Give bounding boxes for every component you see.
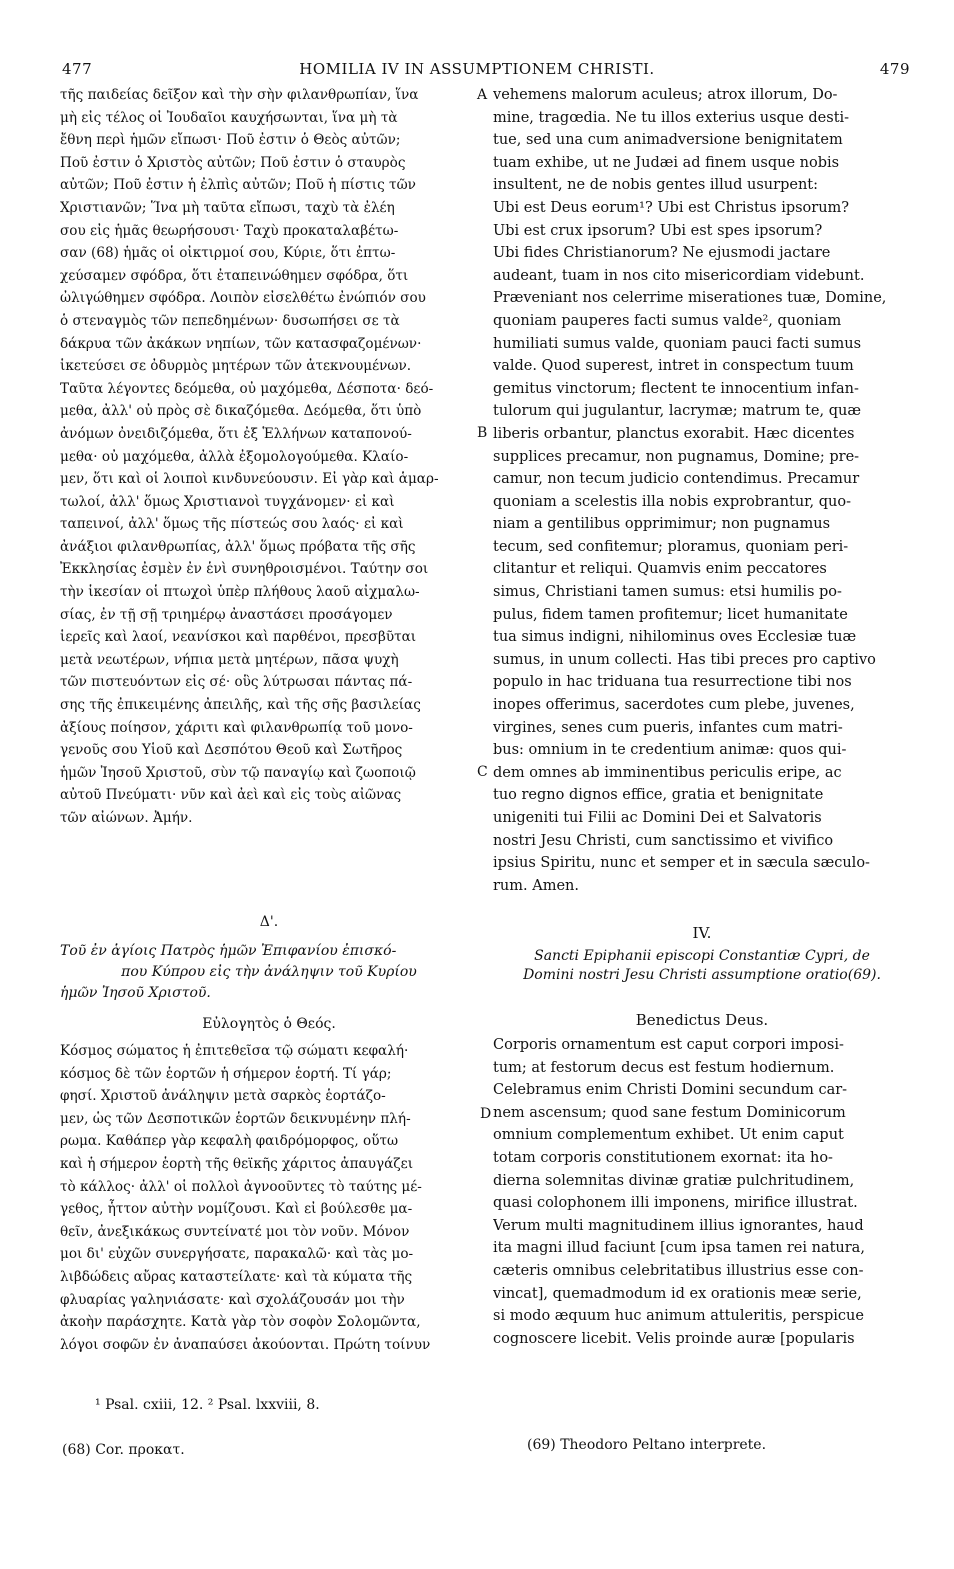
footnote-69: (69) Theodoro Peltano interprete. [527,1437,767,1453]
greek-text-line: ἔθνη περὶ ἡμῶν εἴπωσι· Ποῦ ἐστιν ὁ Θεὸς αὐτῶν; [60,132,401,149]
greek-text-line: ὠλιγώθημεν σφόδρα. Λοιπὸν εἰσελθέτω ἐνώπιόν σου [60,290,426,307]
latin-text-line: mine, tragœdia. Ne tu illos exterius usque desti- [493,109,850,126]
margin-letter-b: B [477,425,488,441]
latin-text-line: tue, sed una cum animadversione benignitatem [493,132,843,149]
greek-text-line: Ποῦ ἐστιν ὁ Χριστὸς αὐτῶν; Ποῦ ἐστιν ὁ σταυρὸς [60,154,406,171]
latin-text-line: Corporis ornamentum est caput corpori imposi- [493,1037,844,1053]
latin-text-line: tuam exhibe, ut ne Judæi ad finem usque nobis [493,154,840,171]
greek-text-line: Ταῦτα λέγοντες δεόμεθα, οὐ μαχόμεθα, Δέσποτα· δεό- [60,380,434,397]
greek-text-line: μεθα, ἀλλ' οὐ πρὸς σὲ δικαζόμεθα. Δεόμεθα, ὅτι ὑπὸ [60,403,422,420]
greek-text-line: κόσμος δὲ τῶν ἑορτῶν ἡ σήμερον ἑορτή. Τί γάρ; [60,1065,392,1082]
greek-column-bottom [60,1040,478,1356]
greek-text-line: ἀκοὴν παράσχητε. Κατὰ γὰρ τὸν σοφὸν Σολομῶντα, [60,1314,421,1331]
latin-text-line: totam corporis constitutionem exornat: ita ho- [493,1149,833,1166]
latin-text-line: audeant, tuam in nos cito misericordiam videbunt. [493,267,865,284]
page-header [0,60,954,82]
page-number-right: 479 [879,60,910,78]
latin-text-line: tum; at festorum decus est festum hodiernum. [493,1059,835,1076]
latin-text-line: nem ascensum; quod sane festum Dominicorum [493,1104,846,1121]
latin-text-line: dierna solemnitas divinæ gratiæ pulchritudinem, [493,1172,855,1189]
greek-section-numeral: Δ'. [259,914,279,930]
greek-text-line: τῶν αἰώνων. Ἀμήν. [60,810,193,826]
greek-section-title-1: Τοῦ ἐν ἁγίοις Πατρὸς ἡμῶν Ἐπιφανίου ἐπισκό- [60,943,397,959]
latin-text-line: Præveniant nos celerrime miserationes tuæ, Domine, [493,290,887,307]
latin-text-line: quoniam a scelestis illa nobis exprobrantur, quo- [493,493,851,510]
latin-text-line: rum. Amen. [493,877,579,894]
greek-text-line: Κόσμος σώματος ἡ ἐπιτεθεῖσα τῷ σώματι κεφαλή· [60,1043,409,1059]
latin-text-line: cognoscere licebit. Velis proinde auræ [popularis [493,1330,855,1347]
latin-text-line: Ubi fides Christianorum? Ne ejusmodi jactare [493,245,831,262]
greek-text-line: σης τῆς ἐπικειμένης ἀπειλῆς, καὶ τῆς σῆς βασιλείας [60,697,421,714]
latin-text-line: Celebramus enim Christi Domini secundum car- [493,1082,848,1099]
greek-text-line: μεθα· οὐ μαχόμεθα, ἀλλὰ ἐξομολογούμεθα. Κλαίο- [60,448,409,465]
latin-text-line: cæteris omnibus celebritatibus illustrius esse con- [493,1262,864,1279]
latin-blessing: Benedictus Deus. [635,1011,769,1029]
greek-text-line: καὶ ἡ σήμερον ἑορτὴ τῆς θεϊκῆς χάριτος ἀπαυγάζει [60,1155,414,1172]
greek-text-line: μεν, ὅτι καὶ οἱ λοιποὶ κινδυνεύουσιν. Εἰ γὰρ καὶ ἁμαρ- [60,471,439,488]
latin-text-line: omnium complementum exhibet. Ut enim caput [493,1127,844,1144]
latin-text-line: dem omnes ab imminentibus periculis eripe, ac [493,764,842,781]
latin-text-line: ipsius Spiritu, nunc et semper et in sæcula sæculo- [493,855,870,872]
greek-text-line: λιβδώδεις αὔρας καταστείλατε· καὶ τὰ κύματα τῆς [60,1268,413,1285]
latin-text-line: niam a gentilibus opprimimur; non pugnamus [493,516,831,533]
greek-text-line: λόγοι σοφῶν ἐν ἀναπαύσει ἀκούονται. Πρώτη τοίνυν [60,1336,431,1353]
greek-text-line: μοι δι' εὐχῶν συνεργήσατε, παρακαλῶ· καὶ τὰς μο- [60,1246,414,1263]
greek-text-line: ἱκετεύσει σε ὀδυρμὸς μητέρων τῶν ἀτεκνουμένων. [60,358,412,375]
margin-letter-a: A [477,87,488,103]
greek-section-title-2: που Κύπρου εἰς τὴν ἀνάληψιν τοῦ Κυρίου [121,964,417,980]
latin-text-line: ita magni illud faciunt [cum ipsa tamen rei natura, [493,1240,865,1257]
greek-text-line: τὸ κάλλος· ἀλλ' οἱ πολλοὶ ἀγνοοῦντες τὸ ταύτης μέ- [60,1178,422,1195]
latin-text-line: tua simus indigni, nihilominus oves Ecclesiæ tuæ [493,629,857,646]
latin-text-line: inopes offerimus, sacerdotes cum plebe, juvenes, [493,697,855,714]
greek-text-line: φησί. Χριστοῦ ἀνάληψιν μετὰ σαρκὸς ἑορτάζο- [60,1088,386,1105]
greek-text-line: φλυαρίας γαληνιάσατε· καὶ σχολάζουσάν μοι τὴν [60,1291,405,1308]
latin-section-title-1: Sancti Epiphanii episcopi Constantiæ Cypri, de [534,948,870,964]
greek-text-line: τῶν πιστευόντων εἰς σέ· οὓς λύτρωσαι πάντας πά- [60,674,413,691]
latin-text-line: vehemens malorum aculeus; atrox illorum, Do- [493,87,838,103]
latin-section-numeral: IV. [692,924,712,942]
latin-text-line: si modo æquum huc animum attuleritis, perspicue [493,1308,864,1325]
page-number-left: 477 [62,60,93,78]
latin-text-line: Ubi est Deus eorum¹? Ubi est Christus ipsorum? [493,199,850,216]
latin-text-line: clitantur et reliqui. Quamvis enim peccatores [493,561,827,578]
greek-text-line: ρωμα. Καθάπερ γὰρ κεφαλὴ φαιδρόμορφος, οὕτω [60,1133,399,1150]
greek-text-line: τῆς παιδείας δεῖξον καὶ τὴν σὴν φιλανθρωπίαν, ἵνα [60,87,419,103]
greek-text-line: τωλοί, ἀλλ' ὅμως Χριστιανοὶ τυγχάνομεν· εἰ καὶ [60,493,395,510]
greek-text-line: σίας, ἐν τῇ σῇ τριημέρῳ ἀναστάσει προσάγομεν [60,606,393,623]
greek-text-line: δάκρυα τῶν ἀκάκων νηπίων, τῶν κατασφαζομένων· [60,335,422,352]
greek-text-line: χεύσαμεν σφόδρα, ὅτι ἐταπεινώθημεν σφόδρα, ὅτι [60,267,409,284]
latin-text-line: tecum, sed confitemur; ploramus, quoniam peri- [493,538,849,555]
latin-text-line: gemitus vinctorum; flectent te innocentium infan- [493,380,859,397]
latin-text-line: simus, Christiani tamen sumus: etsi humilis po- [493,584,842,601]
greek-text-line: μὴ εἰς τέλος οἱ Ἰουδαῖοι καυχήσωνται, ἵνα μὴ τὰ [60,109,398,126]
latin-text-line: populo in hac triduana tua resurrectione tibi nos [493,674,852,691]
latin-column-top [493,84,911,897]
latin-text-line: insultent, ne de nobis gentes illud usurpent: [493,177,818,194]
greek-text-line: ταπεινοί, ἀλλ' ὅμως τῆς πίστεώς σου λαός· εἰ καὶ [60,516,404,533]
latin-text-line: virgines, senes cum pueris, infantes cum matri- [493,719,843,736]
greek-text-line: Χριστιανῶν; Ἵνα μὴ ταῦτα εἴπωσι, ταχὺ τὰ ἐλέη [60,199,395,216]
greek-text-line: θεῖν, ἀνεξικάκως συντείνατέ μοι τὸν νοῦν. Μόνον [60,1223,410,1240]
latin-section-title-2: Domini nostri Jesu Christi assumptione oratio(69). [523,967,881,983]
running-title: HOMILIA IV IN ASSUMPTIONEM CHRISTI. [299,60,655,78]
greek-text-line: ἱερεῖς καὶ λαοί, νεανίσκοι καὶ παρθένοι, πρεσβῦται [60,629,417,646]
latin-text-line: bus: omnium in te credentium animæ: quos qui- [493,742,847,759]
greek-text-line: αὐτῶν; Ποῦ ἐστιν ἡ ἐλπὶς αὐτῶν; Ποῦ ἡ πίστις τῶν [60,177,416,194]
greek-text-line: ἀνάξιοι φιλανθρωπίας, ἀλλ' ὅμως πρόβατα τῆς σῆς [60,538,416,555]
latin-text-line: vincat], quemadmodum id ex orationis meæ serie, [493,1285,862,1302]
latin-text-line: Verum multi magnitudinem illius ignorantes, haud [493,1217,864,1234]
greek-section-title-3: ἡμῶν Ἰησοῦ Χριστοῦ. [60,985,211,1001]
greek-text-line: ὁ στεναγμὸς τῶν πεπεδημένων· δυσωπήσει σε τὰ [60,312,400,329]
greek-text-line: μετὰ νεωτέρων, νήπια μετὰ μητέρων, πᾶσα ψυχὴ [60,651,399,668]
greek-text-line: ἀνόμων ὀνειδιζόμεθα, ὅτι ἐξ Ἑλλήνων καταπονού- [60,425,412,442]
latin-text-line: nostri Jesu Christi, cum sanctissimo et vivifico [493,832,834,849]
latin-text-line: tuo regno dignos effice, gratia et benignitate [493,787,824,804]
margin-letter-c: C [477,764,488,780]
greek-text-line: Ἐκκλησίας ἐσμὲν ἐν ἑνὶ συνηθροισμένοι. Ταύτην σοι [60,561,429,578]
greek-text-line: ἡμῶν Ἰησοῦ Χριστοῦ, σὺν τῷ παναγίῳ καὶ ζωοποιῷ [60,764,416,781]
greek-text-line: μεν, ὡς τῶν Δεσποτικῶν ἑορτῶν δεικνυμένην πλή- [60,1110,411,1127]
greek-text-line: σου εἰς ἡμᾶς θεωρήσουσι· Ταχὺ προκαταλαβέτω- [60,222,399,239]
footnote-scripture: ¹ Psal. cxiii, 12. ² Psal. lxxviii, 8. [95,1397,320,1413]
greek-text-line: σαν (68) ἡμᾶς οἱ οἰκτιρμοί σου, Κύριε, ὅτι ἐπτω- [60,245,396,262]
latin-text-line: pulus, fidem tamen profitemur; licet humanitate [493,606,848,623]
greek-text-line: γενοῦς σου Υἱοῦ καὶ Δεσπότου Θεοῦ καὶ Σωτῆρος [60,742,403,759]
latin-text-line: quasi colophonem illi imponens, mirifice illustrat. [493,1195,858,1212]
latin-text-line: camur, non tecum judicio contendimus. Precamur [493,471,860,488]
latin-text-line: unigeniti tui Filii ac Domini Dei et Salvatoris [493,810,822,826]
latin-text-line: liberis orbantur, planctus exorabit. Hæc dicentes [493,425,855,442]
greek-text-line: γεθος, ἧττον αὐτὴν νομίζουσι. Καὶ εἰ βούλεσθε μα- [60,1201,413,1218]
greek-column-top [60,84,478,830]
latin-text-line: Ubi est crux ipsorum? Ubi est spes ipsorum? [493,222,823,239]
latin-text-line: valde. Quod superest, intret in conspectum tuum [493,358,854,375]
latin-column-bottom [493,1034,911,1350]
latin-text-line: tulorum qui jugulantur, lacrymæ; matrum te, quæ [493,403,861,420]
greek-text-line: τὴν ἱκεσίαν οἱ πτωχοὶ ὑπὲρ πλήθους λαοῦ αἰχμαλω- [60,584,420,601]
greek-text-line: αὐτοῦ Πνεύματι· νῦν καὶ ἀεὶ καὶ εἰς τοὺς αἰῶνας [60,787,402,804]
latin-text-line: sumus, in unum collecti. Has tibi preces pro captivo [493,651,876,668]
latin-text-line: supplices precamur, non pugnamus, Domine; pre- [493,448,860,465]
greek-blessing: Εὐλογητὸς ὁ Θεός. [202,1016,336,1032]
latin-text-line: quoniam pauperes facti sumus valde², quoniam [493,312,842,329]
footnote-68: (68) Cor. προκατ. [62,1442,185,1458]
latin-text-line: humiliati sumus valde, quoniam pauci facti sumus [493,335,862,352]
margin-letter-d: D [480,1106,492,1122]
greek-text-line: ἀξίους ποίησον, χάριτι καὶ φιλανθρωπίᾳ τοῦ μονο- [60,719,413,736]
